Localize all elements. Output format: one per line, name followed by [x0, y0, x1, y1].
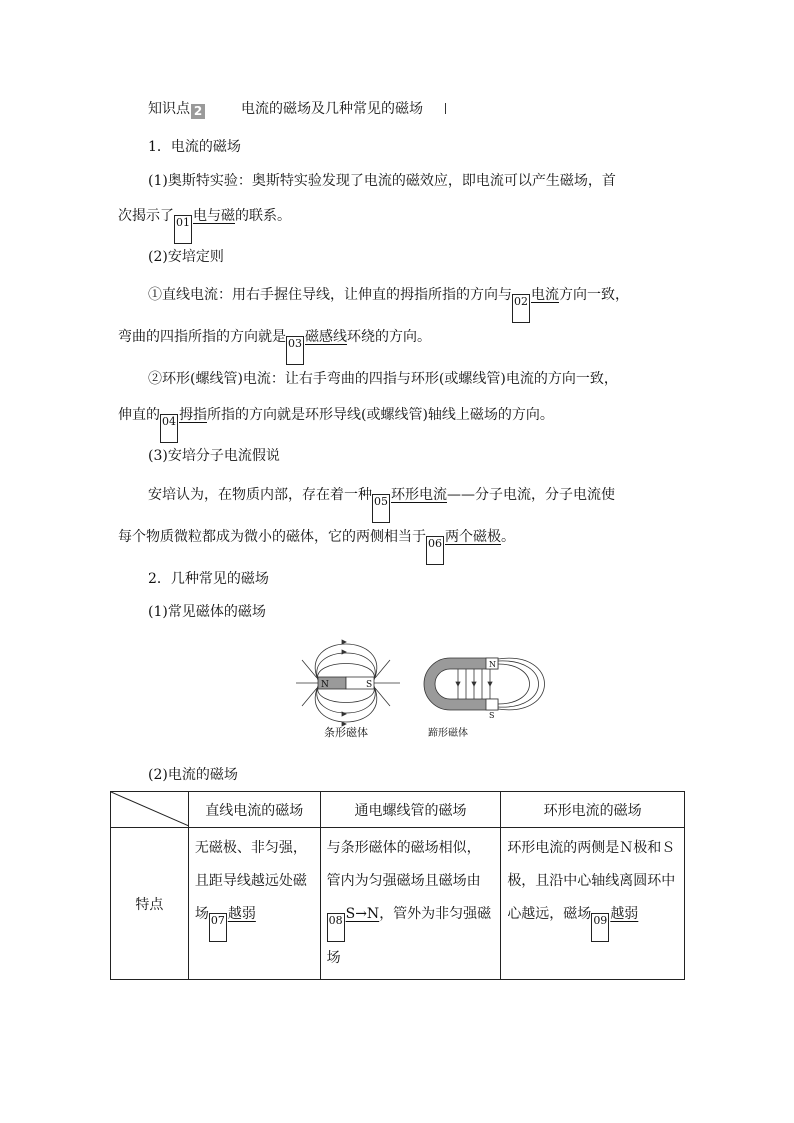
header-straight-current: 直线电流的磁场 — [188, 792, 320, 828]
horseshoe-n-label: N — [489, 660, 496, 669]
answer-box-05: 05 — [372, 494, 390, 523]
header-solenoid: 通电螺线管的磁场 — [320, 792, 501, 828]
s1-p4-line1: 安培认为，在物质内部，存在着一种 05 环形电流——分子电流，分子电流使 — [148, 484, 615, 523]
s1-title: 1．电流的磁场 — [148, 139, 241, 155]
cell-ring-current: 环形电流的两侧是Ｎ极和Ｓ极，且沿中心轴线离圆环中心越远，磁场 09 越弱 — [501, 828, 685, 980]
s2-sub1: (1)常见磁体的磁场 — [148, 604, 266, 620]
answer-05: 环形电流 — [391, 487, 447, 503]
s1-p3-line1: ②环形(螺线管)电流：让右手弯曲的四指与环形(或螺线管)电流的方向一致， — [148, 371, 618, 387]
bar-magnet-caption: 条形磁体 — [324, 726, 368, 739]
answer-box-01: 01 — [174, 215, 192, 244]
horseshoe-magnet-caption: 蹄形磁体 — [428, 728, 468, 739]
s1-p2-line1: ①直线电流：用右手握住导线，让伸直的拇指所指的方向与 02 电流方向一致， — [148, 284, 629, 323]
current-field-table — [110, 791, 685, 980]
diagonal-line — [111, 792, 189, 826]
answer-07: 越弱 — [227, 906, 256, 922]
s2-sub2: (2)电流的磁场 — [148, 767, 238, 783]
answer-box-08: 08 — [327, 913, 345, 942]
answer-09: 越弱 — [610, 906, 639, 922]
cell-straight-current: 无磁极、非匀强，且距导线越远处磁场 07 越弱 — [188, 828, 320, 980]
answer-08: S→N — [345, 906, 380, 922]
answer-03: 磁感线 — [305, 329, 347, 345]
horseshoe-s-label: S — [489, 711, 495, 720]
s1-p4-line2: 每个物质微粒都成为微小的磁体，它的两侧相当于 06 两个磁极。 — [118, 526, 515, 565]
section-heading — [148, 98, 446, 119]
heading-number-badge: 2 — [191, 104, 205, 119]
table-corner-cell — [111, 792, 189, 828]
s1-p4-title: (3)安培分子电流假说 — [148, 448, 280, 464]
answer-box-07: 07 — [209, 913, 227, 942]
answer-box-09: 09 — [591, 913, 609, 942]
bar-n-label: N — [321, 680, 329, 690]
answer-box-04: 04 — [160, 414, 178, 443]
s1-p1-line2: 次揭示了 01 电与磁的联系。 — [118, 205, 291, 244]
answer-02: 电流 — [531, 287, 559, 303]
heading-label: 知识点 — [148, 101, 190, 117]
s1-p2-title: (2)安培定则 — [148, 249, 224, 265]
answer-01: 电与磁 — [193, 208, 235, 224]
s1-p2-line2: 弯曲的四指所指的方向就是 03 磁感线环绕的方向。 — [118, 326, 431, 365]
table-row — [111, 828, 685, 980]
answer-04: 拇指 — [179, 407, 207, 423]
answer-box-06: 06 — [426, 536, 444, 565]
answer-06: 两个磁极 — [445, 529, 501, 545]
text-cursor — [445, 103, 446, 114]
s1-p1-line1: (1)奥斯特实验：奥斯特实验发现了电流的磁效应，即电流可以产生磁场，首 — [148, 173, 616, 189]
s2-title: 2．几种常见的磁场 — [148, 571, 269, 587]
bar-s-label: S — [366, 680, 373, 690]
s1-p3-line2: 伸直的 04 拇指所指的方向就是环形导线(或螺线管)轴线上磁场的方向。 — [118, 404, 554, 443]
magnets-figure — [290, 630, 550, 742]
answer-box-03: 03 — [286, 336, 304, 365]
cell-solenoid: 与条形磁体的磁场相似，管内为匀强磁场且磁场由 08 S→N，管外为非匀强磁场 — [320, 828, 501, 980]
row-label: 特点 — [111, 828, 189, 980]
heading-title: 电流的磁场及几种常见的磁场 — [241, 101, 423, 117]
header-ring-current: 环形电流的磁场 — [501, 792, 685, 828]
table-header-row — [111, 792, 685, 828]
answer-box-02: 02 — [512, 294, 530, 323]
horseshoe-magnet-figure — [424, 658, 545, 710]
